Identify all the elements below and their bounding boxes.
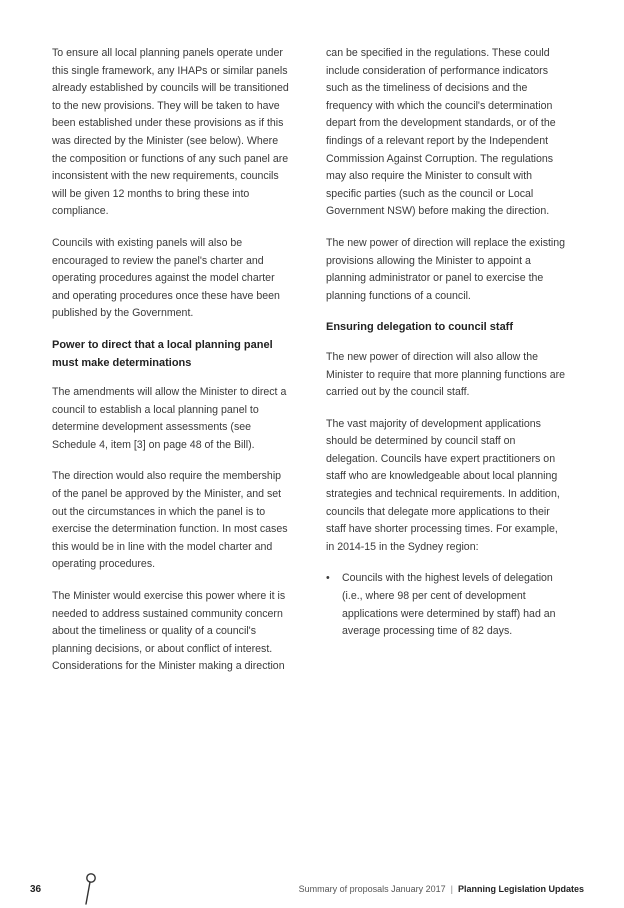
list-item-text: Councils with the highest levels of delegation (i.e., where 98 per cent of development applications were determined by staff) had an average processing time of 82 days. — [342, 572, 556, 638]
body-paragraph: To ensure all local planning panels operate under this single framework, any IHAPs or similar panels already established by councils will be transitioned to the new provisions. They will be taken to have been established under these provisions as if this was directed by the Minister (see below). Where the composition or functions of any such panel are inconsistent with the new requirements, councils will be given 12 months to bring these into compliance. — [52, 47, 289, 218]
right-column — [326, 45, 566, 641]
list-item — [326, 570, 566, 640]
map-pin-icon — [82, 872, 98, 906]
body-paragraph: Councils with existing panels will also be encouraged to review the panel's charter and operating procedures against the model charter and operating procedures once these have been published by the Government. — [52, 236, 280, 320]
section-heading: Power to direct that a local planning panel must make determinations — [52, 338, 273, 369]
page-footer — [0, 878, 624, 908]
footer-separator: | — [450, 884, 453, 894]
body-paragraph: The Minister would exercise this power where it is needed to address sustained community concern about the timeliness or quality of a council's planning decisions, or about conflict of interest. Considerations for the Minister making a direction — [52, 590, 286, 673]
body-paragraph: The amendments will allow the Minister to direct a council to establish a local planning panel to determine development assessments (see Schedule 4, item [3] on page 48 of the Bill). — [52, 386, 287, 451]
section-heading: Ensuring delegation to council staff — [326, 321, 514, 334]
body-paragraph: can be specified in the regulations. These could include consideration of performance indicators such as the timeliness of decisions and the frequency with which the council's determination depart from the development standards, or of the findings of a relevant report by the Independent Commission Against Corruption. The regulations may also require the Minister to consult with specific parties (such as the council or Local Government NSW) before making the direction. — [326, 47, 556, 218]
body-paragraph: The new power of direction will replace the existing provisions allowing the Minister to appoint a planning administrator or panel to exercise the planning functions of a council. — [326, 236, 566, 302]
left-column — [52, 45, 292, 690]
bullet-marker: • — [326, 572, 330, 585]
footer-title: Planning Legislation Updates — [457, 884, 584, 894]
body-paragraph: The direction would also require the membership of the panel be approved by the Minister, and set out the circumstances in which the panel is to exercise the determination function. In most cases this would be in line with the model charter and operating procedures. — [52, 470, 288, 571]
footer-text — [299, 884, 584, 894]
body-paragraph: The new power of direction will also allow the Minister to require that more planning functions are carried out by the council staff. — [326, 350, 566, 399]
page-number: 36 — [30, 884, 42, 895]
body-paragraph: The vast majority of development applications should be determined by council staff on delegation. Councils have expert practitioners on staff who are knowledgeable about local planning strategies and technical requirements. In addition, councils that delegate more applications to their staff have shorter processing times. For example, in 2014-15 in the Sydney region: — [326, 417, 560, 553]
footer-summary: Summary of proposals January 2017 — [298, 884, 446, 894]
bullet-list — [326, 570, 566, 640]
